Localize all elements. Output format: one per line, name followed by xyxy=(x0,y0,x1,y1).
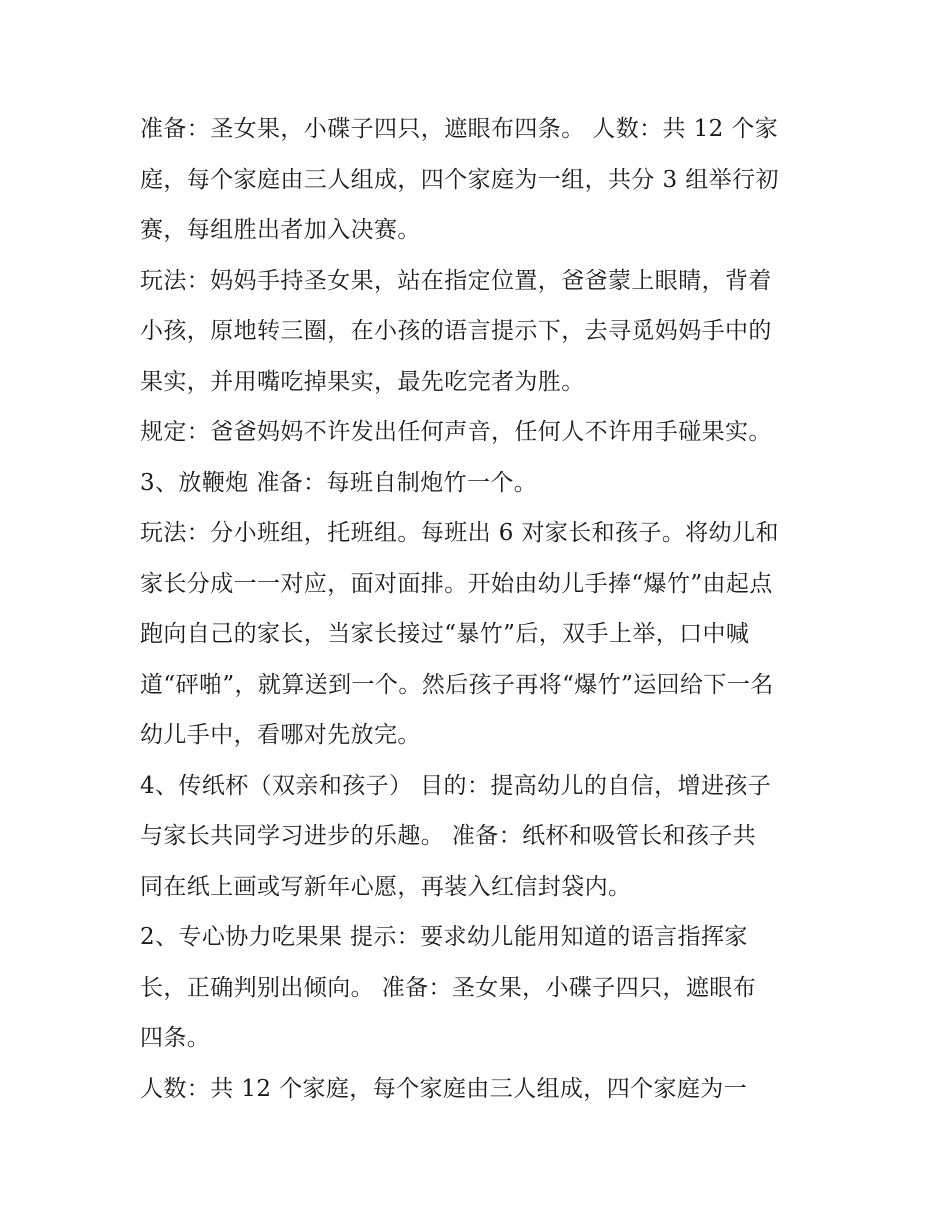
text-line: 跑向自己的家长，当家长接过“暴竹”后，双手上举，口中喊 xyxy=(140,621,750,647)
text-line: 规定：爸爸妈妈不许发出任何声音，任何人不许用手碰果实。 xyxy=(140,419,772,445)
paragraph-rules xyxy=(140,407,820,458)
paragraph-firecracker-gameplay xyxy=(140,508,820,761)
text-line: 玩法：分小班组，托班组。每班出 6 对家长和孩子。将幼儿和 xyxy=(140,520,779,546)
document-body xyxy=(140,104,820,1114)
paragraph-gameplay xyxy=(140,256,820,408)
text-line: 3、放鞭炮 准备：每班自制炮竹一个。 xyxy=(140,469,538,496)
text-line: 2、专心协力吃果果 提示：要求幼儿能用知道的语言指挥家 xyxy=(140,924,748,950)
text-line: 家长分成一一对应，面对面排。开始由幼儿手捧“爆竹”由起点 xyxy=(140,570,773,597)
text-line: 人数：共 12 个家庭，每个家庭由三人组成，四个家庭为一 xyxy=(140,1075,748,1102)
paragraph-participants xyxy=(140,1064,820,1115)
paragraph-firecracker-heading xyxy=(140,458,820,509)
text-line: 准备：圣女果，小碟子四只，遮眼布四条。 人数：共 12 个家 xyxy=(140,116,779,142)
text-line: 幼儿手中，看哪对先放完。 xyxy=(140,722,421,748)
text-line: 庭，每个家庭由三人组成，四个家庭为一组，共分 3 组举行初 xyxy=(140,166,779,193)
text-line: 四条。 xyxy=(140,1025,211,1051)
text-line: 与家长共同学习进步的乐趣。 准备：纸杯和吸管长和孩子共 xyxy=(140,823,757,849)
text-line: 赛，每组胜出者加入决赛。 xyxy=(140,217,421,243)
text-line: 果实，并用嘴吃掉果实，最先吃完者为胜。 xyxy=(140,368,585,395)
text-line: 道“砰啪”，就算送到一个。然后孩子再将“爆竹”运回给下一名 xyxy=(140,671,774,698)
text-line: 玩法：妈妈手持圣女果，站在指定位置，爸爸蒙上眼睛，背着 xyxy=(140,267,772,294)
text-line: 小孩，原地转三圈，在小孩的语言提示下，去寻觅妈妈手中的 xyxy=(140,318,772,344)
text-line: 长，正确判别出倾向。 准备：圣女果，小碟子四只，遮眼布 xyxy=(140,974,757,1001)
paragraph-preparation xyxy=(140,104,820,256)
text-line: 4、传纸杯（双亲和孩子） 目的：提高幼儿的自信，增进孩子 xyxy=(140,772,772,799)
paragraph-eat-fruit xyxy=(140,912,820,1064)
text-line: 同在纸上画或写新年心愿，再装入红信封袋内。 xyxy=(140,873,632,900)
paragraph-paper-cup xyxy=(140,761,820,913)
